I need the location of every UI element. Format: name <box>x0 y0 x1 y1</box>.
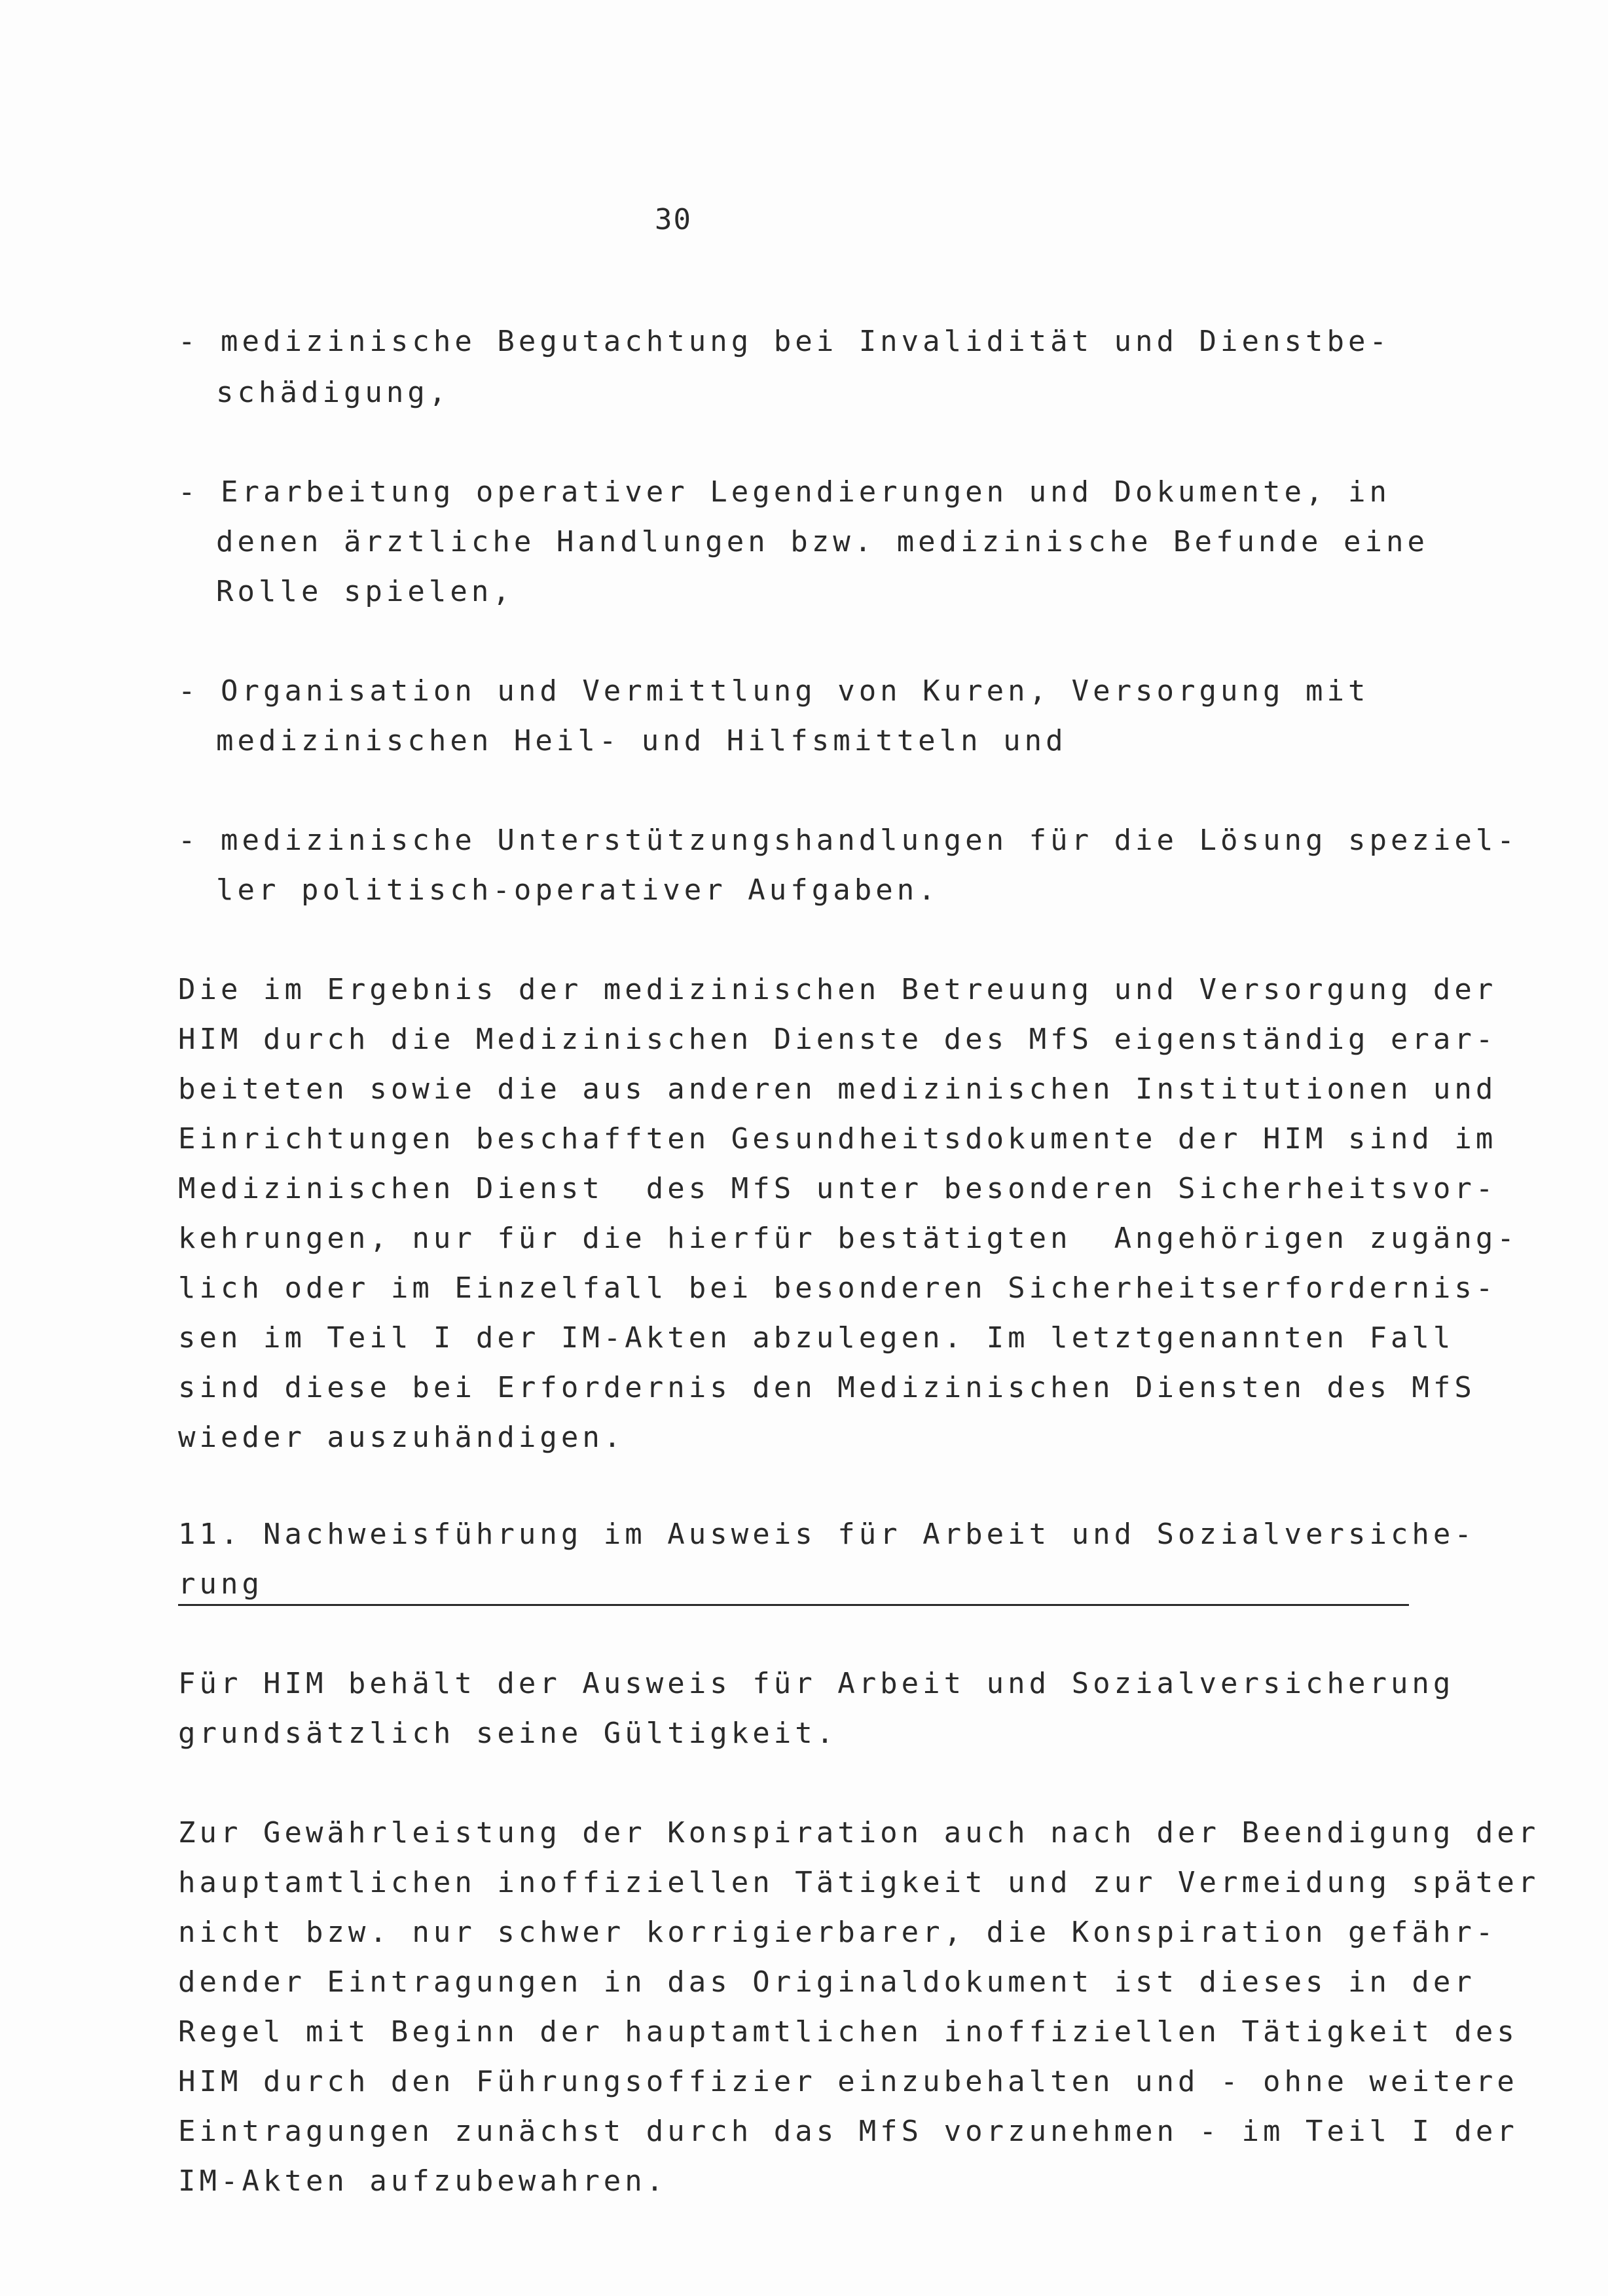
paragraph-1-line-9: sind diese bei Erfordernis den Medizinischen Diensten des MfS <box>178 1371 1476 1404</box>
paragraph-1-line-1: Die im Ergebnis der medizinischen Betreuung und Versorgung der <box>178 973 1497 1006</box>
paragraph-3-line-8: IM-Akten aufzubewahren. <box>178 2164 668 2198</box>
paragraph-3-line-2: hauptamtlichen inoffiziellen Tätigkeit und zur Vermeidung später <box>178 1866 1540 1899</box>
paragraph-1-line-10: wieder auszuhändigen. <box>178 1421 625 1454</box>
paragraph-3-line-3: nicht bzw. nur schwer korrigierbarer, die Konspiration gefähr- <box>178 1916 1497 1949</box>
paragraph-1-line-6: kehrungen, nur für die hierfür bestätigten Angehörigen zugäng- <box>178 1222 1518 1255</box>
paragraph-1-line-8: sen im Teil I der IM-Akten abzulegen. Im letztgenannten Fall <box>178 1321 1455 1355</box>
section-heading-line-2: rung <box>178 1567 263 1601</box>
paragraph-1-line-4: Einrichtungen beschafften Gesundheitsdokumente der HIM sind im <box>178 1122 1497 1156</box>
paragraph-3-line-5: Regel mit Beginn der hauptamtlichen inoffiziellen Tätigkeit des <box>178 2015 1518 2049</box>
bullet-2-line-3: Rolle spielen, <box>216 575 514 608</box>
paragraph-2-line-2: grundsätzlich seine Gültigkeit. <box>178 1717 838 1750</box>
bullet-1-line-2: schädigung, <box>216 376 450 409</box>
bullet-4-line-1: - medizinische Unterstützungshandlungen für die Lösung speziel- <box>178 824 1518 857</box>
bullet-2-line-1: - Erarbeitung operativer Legendierungen und Dokumente, in <box>178 475 1391 509</box>
bullet-1-line-1: - medizinische Begutachtung bei Invalidität und Dienstbe- <box>178 325 1391 358</box>
bullet-3-line-1: - Organisation und Vermittlung von Kuren, Versorgung mit <box>178 674 1370 708</box>
paragraph-3-line-6: HIM durch den Führungsoffizier einzubehalten und - ohne weitere <box>178 2065 1518 2098</box>
paragraph-3-line-1: Zur Gewährleistung der Konspiration auch nach der Beendigung der <box>178 1816 1540 1850</box>
paragraph-2-line-1: Für HIM behält der Ausweis für Arbeit und Sozialversicherung <box>178 1667 1455 1700</box>
paragraph-3-line-7: Eintragungen zunächst durch das MfS vorzunehmen - im Teil I der <box>178 2115 1518 2148</box>
section-heading-line-1: 11. Nachweisführung im Ausweis für Arbeit und Sozialversiche- <box>178 1518 1476 1551</box>
paragraph-3-line-4: dender Eintragungen in das Originaldokument ist dieses in der <box>178 1965 1476 1999</box>
heading-underline <box>178 1604 1409 1606</box>
paragraph-1-line-3: beiteten sowie die aus anderen medizinischen Institutionen und <box>178 1072 1497 1106</box>
page-number: 30 <box>655 203 692 236</box>
paragraph-1-line-7: lich oder im Einzelfall bei besonderen Sicherheitserfordernis- <box>178 1271 1497 1305</box>
paragraph-1-line-2: HIM durch die Medizinischen Dienste des MfS eigenständig erar- <box>178 1023 1497 1056</box>
bullet-3-line-2: medizinischen Heil- und Hilfsmitteln und <box>216 724 1067 757</box>
bullet-4-line-2: ler politisch-operativer Aufgaben. <box>216 873 940 907</box>
bullet-2-line-2: denen ärztliche Handlungen bzw. medizinische Befunde eine <box>216 525 1429 558</box>
paragraph-1-line-5: Medizinischen Dienst des MfS unter besonderen Sicherheitsvor- <box>178 1172 1497 1205</box>
